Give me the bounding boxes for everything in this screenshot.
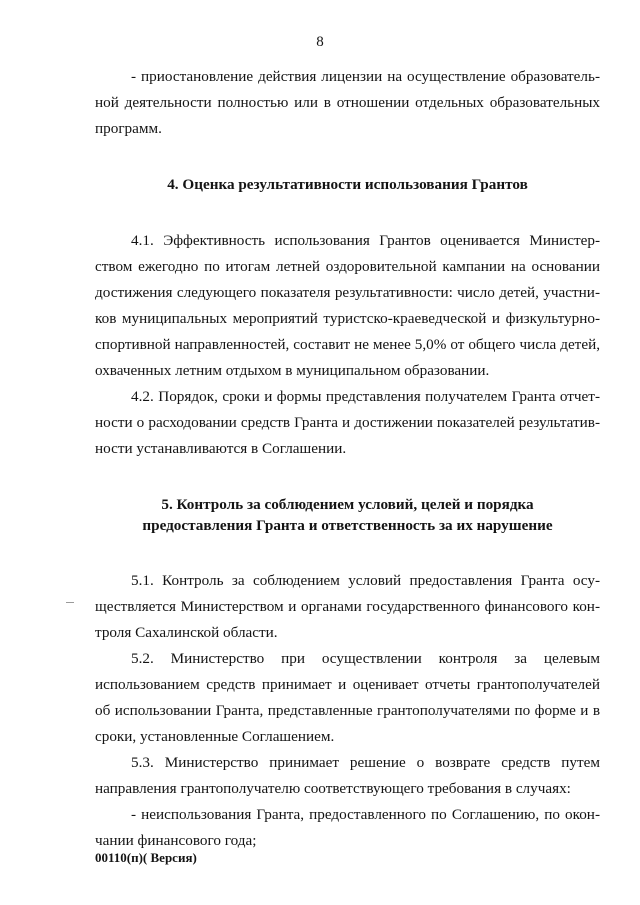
page-number: 8 xyxy=(316,34,324,50)
document-body xyxy=(95,64,600,854)
margin-mark xyxy=(66,602,74,603)
section-heading-4: 4. Оценка результативности использования Грантов xyxy=(167,176,528,193)
document-footer: 00110(п)( Версия) xyxy=(95,850,197,865)
paragraph-5-2: 5.2. Министерство при осуществлении контроля за целевым использованием средств принимает и оценивает отчеты грантополучателей об использовании Гранта, представленные грантополучателями по форме и в сроки, установленные Соглашением. xyxy=(95,650,600,745)
paragraph-grant-unused: - неиспользования Гранта, предоставленного по Соглашению, по окончании финансового года; xyxy=(95,806,600,849)
paragraph-5-3: 5.3. Министерство принимает решение о возврате средств путем направления грантополучателю соответствующего требования в случаях: xyxy=(95,754,600,797)
section-heading-5: 5. Контроль за соблюдением условий, целей и порядка предоставления Гранта и ответственность за их нарушение xyxy=(142,496,553,534)
paragraph-4-2: 4.2. Порядок, сроки и формы представления получателем Гранта отчетности о расходовании средств Гранта и достижении показателей результативности устанавливаются в Соглашении. xyxy=(95,388,600,457)
paragraph-4-1: 4.1. Эффективность использования Грантов оценивается Министерством ежегодно по итогам летней оздоровительной кампании на основании достижения следующего показателя результативности: число детей, участников муниципальных мероприятий туристско-краеведческой и физкультурно-спортивной направленностей, составит не менее 5,0% от общего числа детей, охваченных летним отдыхом в муниципальном образовании. xyxy=(95,232,600,379)
paragraph-license-suspension: - приостановление действия лицензии на осуществление образовательной деятельности полностью или в отношении отдельных образовательных программ. xyxy=(95,68,600,137)
paragraph-5-1: 5.1. Контроль за соблюдением условий предоставления Гранта осуществляется Министерством и органами государственного финансового контроля Сахалинской области. xyxy=(95,572,600,641)
